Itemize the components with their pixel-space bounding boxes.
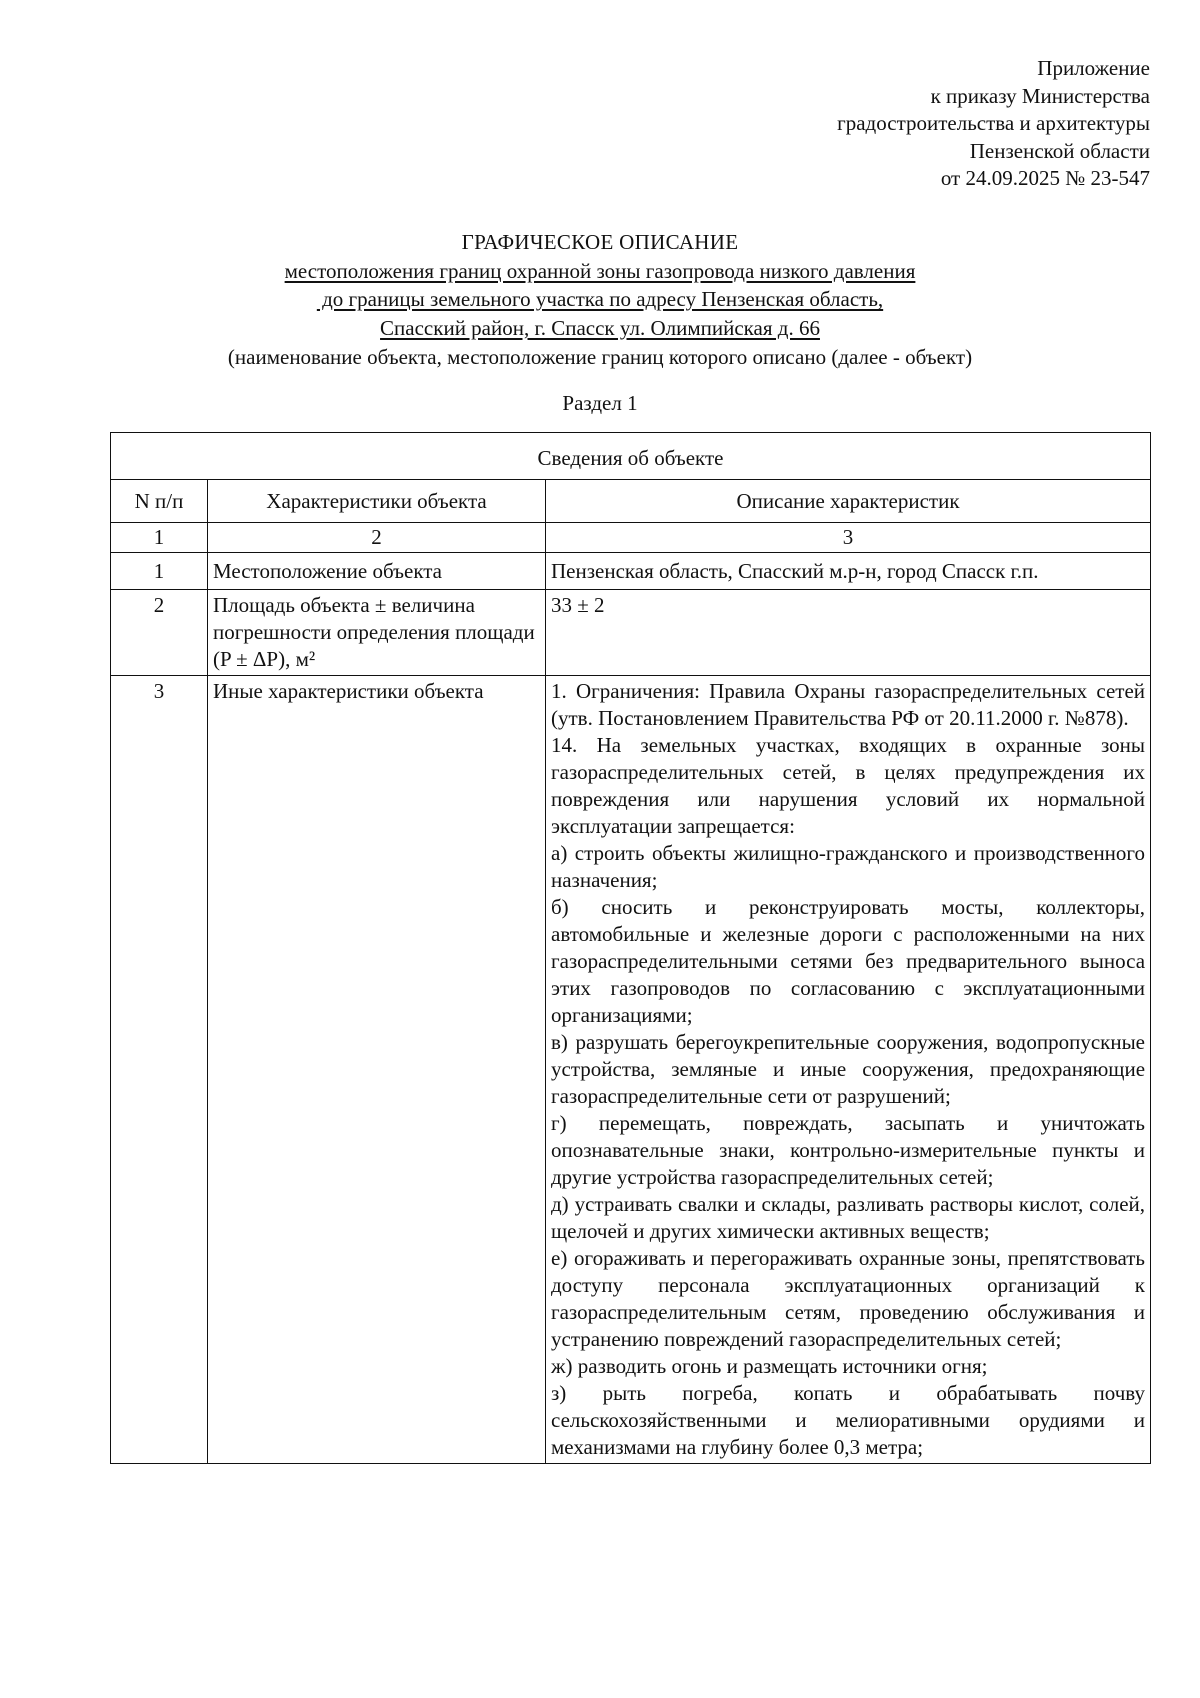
description-paragraph: б) сносить и реконструировать мосты, коллекторы, автомобильные и железные дороги с расположенными на них газораспределительными сетями без предварительного выноса этих газопроводов по согласованию с эксплуатационными организациями;	[551, 895, 1146, 1027]
description-paragraph: 14. На земельных участках, входящих в охранные зоны газораспределительных сетей, в целях предупреждения их повреждения или нарушения условий их нормальной эксплуатации запрещается:	[551, 733, 1146, 838]
description-paragraph: 1. Ограничения: Правила Охраны газораспределительных сетей (утв. Постановлением Правительства РФ от 20.11.2000 г. №878).	[551, 679, 1146, 730]
approval-line: Приложение	[1037, 56, 1150, 80]
description-paragraph: д) устраивать свалки и склады, разливать растворы кислот, солей, щелочей и других химически активных веществ;	[551, 1192, 1146, 1243]
approval-line: от 24.09.2025 № 23-547	[940, 166, 1150, 190]
document-title: ГРАФИЧЕСКОЕ ОПИСАНИЕ	[461, 230, 739, 254]
row-number: 2	[111, 590, 208, 676]
subtitle-line	[0, 257, 1200, 286]
title-block	[0, 228, 1200, 372]
title-note: (наименование объекта, местоположение границ которого описано (далее - объект)	[227, 345, 973, 369]
column-index-cell: 3	[546, 523, 1151, 553]
approval-line: Пензенской области	[969, 138, 1150, 163]
subtitle-text: Спасский район, г. Спасск ул. Олимпийская д. 66	[380, 315, 820, 340]
description-paragraph: в) разрушать берегоукрепительные сооружения, водопропускные устройства, земляные и иные сооружения, предохраняющие газораспределительные сети от разрушений;	[551, 1030, 1146, 1108]
subtitle-text: местоположения границ охранной зоны газопровода низкого давления	[284, 258, 916, 283]
table-header-cell: Характеристики объекта	[208, 480, 546, 523]
description-paragraph: з) рыть погреба, копать и обрабатывать почву сельскохозяйственными и мелиоративными орудиями и механизмами на глубину более 0,3 метра;	[551, 1381, 1146, 1459]
description-paragraph: г) перемещать, повреждать, засыпать и уничтожать опознавательные знаки, контрольно-измерительные пункты и другие устройства газораспределительных сетей;	[551, 1111, 1146, 1189]
row-number: 1	[111, 553, 208, 590]
description-paragraph: а) строить объекты жилищно-гражданского и производственного назначения;	[551, 841, 1146, 892]
row-description: Пензенская область, Спасский м.р-н, город Спасск г.п.	[546, 553, 1151, 590]
description-paragraph: ж) разводить огонь и размещать источники огня;	[551, 1354, 988, 1378]
subtitle-line	[0, 285, 1200, 314]
table-header-cell: Описание характеристик	[546, 480, 1151, 523]
row-name: Местоположение объекта	[208, 553, 546, 590]
row-name: Площадь объекта ± величина погрешности определения площади (P ± ΔP), м²	[208, 590, 546, 676]
subtitle-line	[0, 314, 1200, 343]
row-name: Иные характеристики объекта	[208, 676, 546, 1464]
row-number: 3	[111, 676, 208, 1464]
subtitle-text: до границы земельного участка по адресу Пензенская область,	[316, 287, 884, 311]
table-header-cell: N п/п	[111, 480, 208, 523]
section-label: Раздел 1	[562, 391, 638, 415]
table-row	[111, 553, 1151, 590]
table-header-row	[111, 480, 1151, 523]
approval-line: к приказу Министерства	[930, 83, 1150, 108]
description-paragraph: е) огораживать и перегораживать охранные зоны, препятствовать доступу персонала эксплуатационных организаций к газораспределительным сетям, проведению обслуживания и устранению повреждений газораспределительных сетей;	[551, 1246, 1146, 1351]
table-row	[111, 590, 1151, 676]
table-caption: Сведения об объекте	[111, 433, 1151, 480]
object-info-table	[110, 432, 1151, 1464]
approval-stamp	[837, 55, 1150, 193]
column-index-cell: 1	[111, 523, 208, 553]
table-row	[111, 676, 1151, 1464]
table-index-row	[111, 523, 1151, 553]
approval-line: градостроительства и архитектуры	[837, 111, 1150, 135]
row-description: 33 ± 2	[546, 590, 1151, 676]
row-description	[546, 676, 1151, 1464]
column-index-cell: 2	[208, 523, 546, 553]
